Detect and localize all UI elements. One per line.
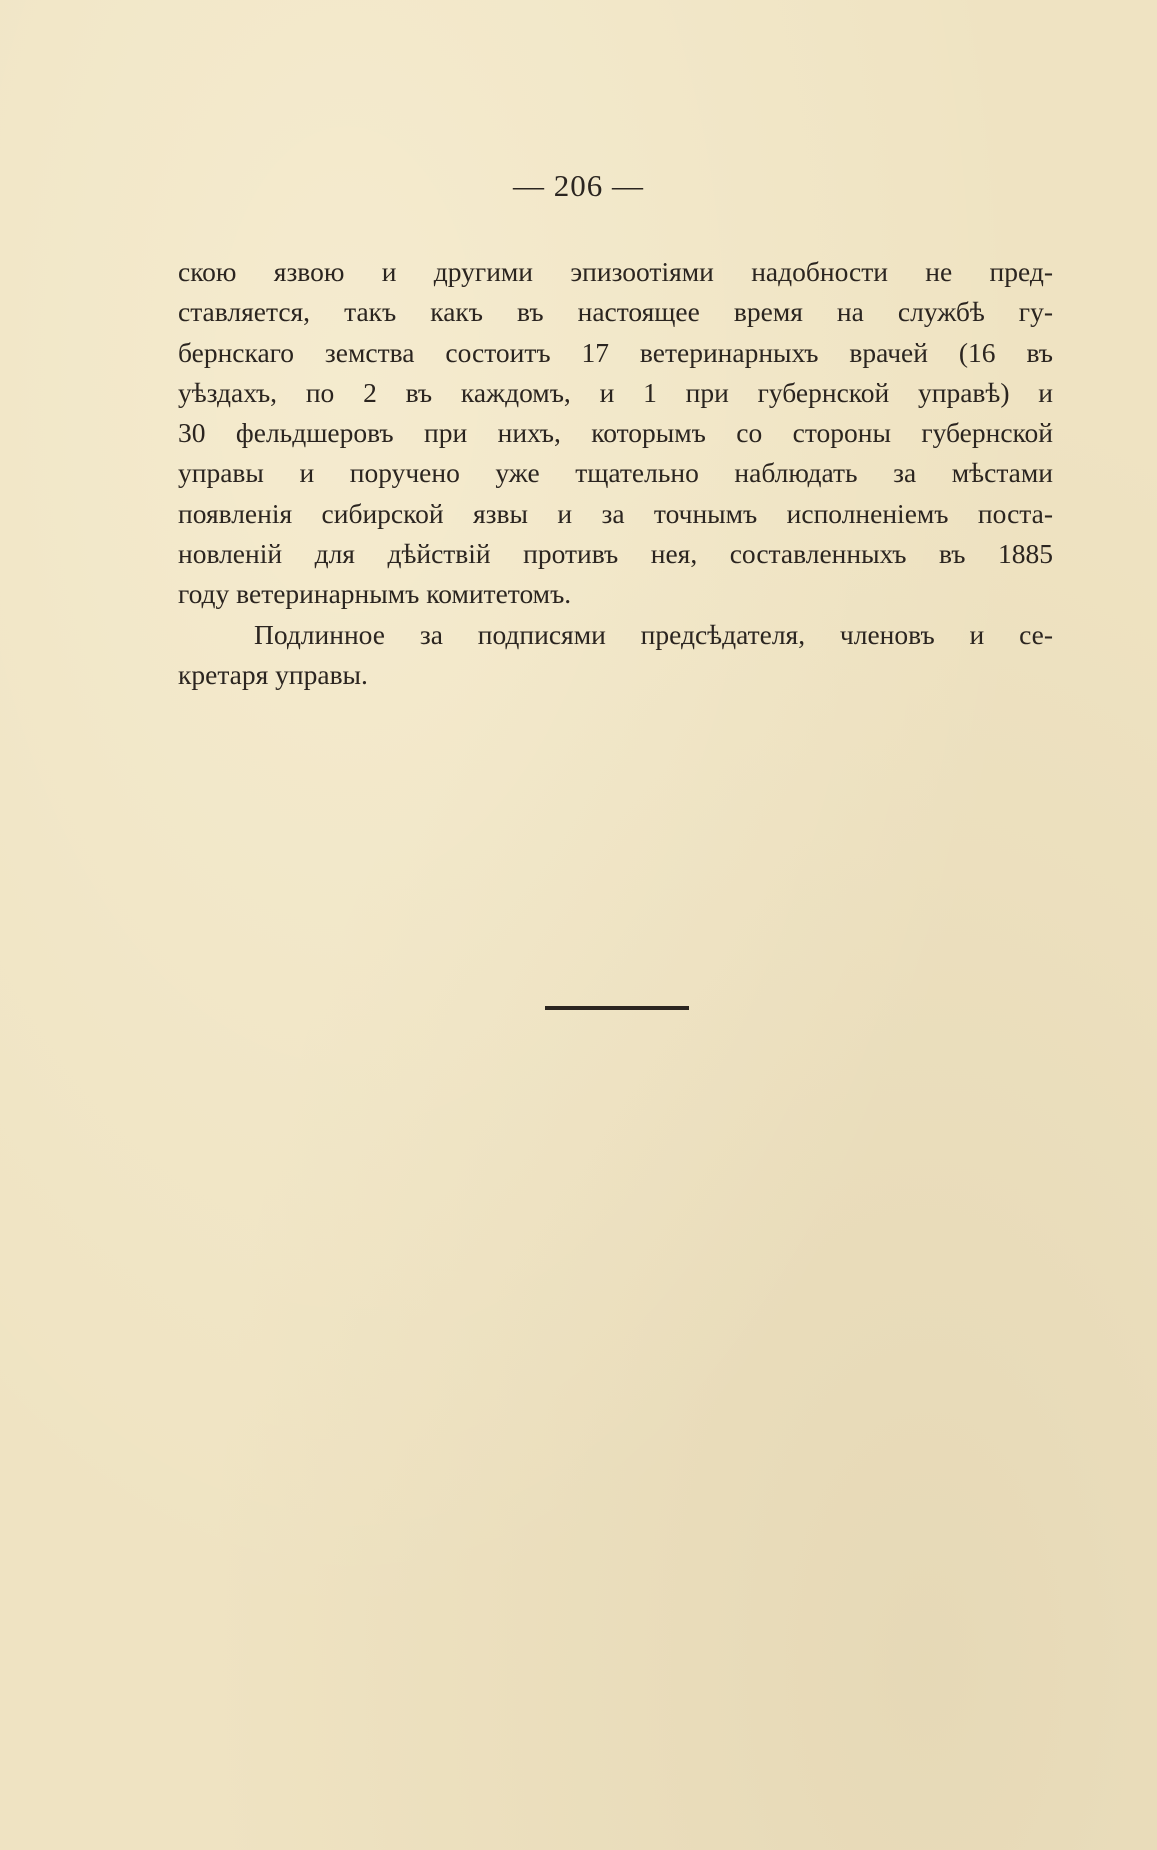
text-line: ставляется, такъ какъ въ настоящее время на службѣ гу- <box>178 296 1053 328</box>
text-line: скою язвою и другими эпизоотіями надобности не пред- <box>178 256 1053 287</box>
show-through-heading <box>270 1295 970 1340</box>
text-line: бернскаго земства состоитъ 17 ветеринарныхъ врачей (16 въ <box>178 336 1053 368</box>
section-divider-rule <box>545 1006 689 1010</box>
text-line: появленія сибирской язвы и за точнымъ исполненіемъ поста- <box>178 497 1053 529</box>
body-text <box>178 252 1053 695</box>
text-line: новленій для дѣйствій противъ нея, составленныхъ въ 1885 <box>178 538 1053 570</box>
text-line: управы и поручено уже тщательно наблюдать за мѣстами <box>178 457 1053 489</box>
text-line: уѣздахъ, по 2 въ каждомъ, и 1 при губернской управѣ) и <box>178 376 1053 408</box>
paragraph-end-line: году ветеринарнымъ комитетомъ. <box>178 578 572 610</box>
show-through-text-lower <box>185 1378 1060 1578</box>
paragraph-end-line: кретаря управы. <box>178 658 368 690</box>
text-line: 30 фельдшеровъ при нихъ, которымъ со стороны губернской <box>178 417 1053 449</box>
page-number: — 206 — <box>513 168 644 203</box>
paragraph-start-line: Подлинное за подписями предсѣдателя, членовъ и се- <box>254 618 1053 650</box>
